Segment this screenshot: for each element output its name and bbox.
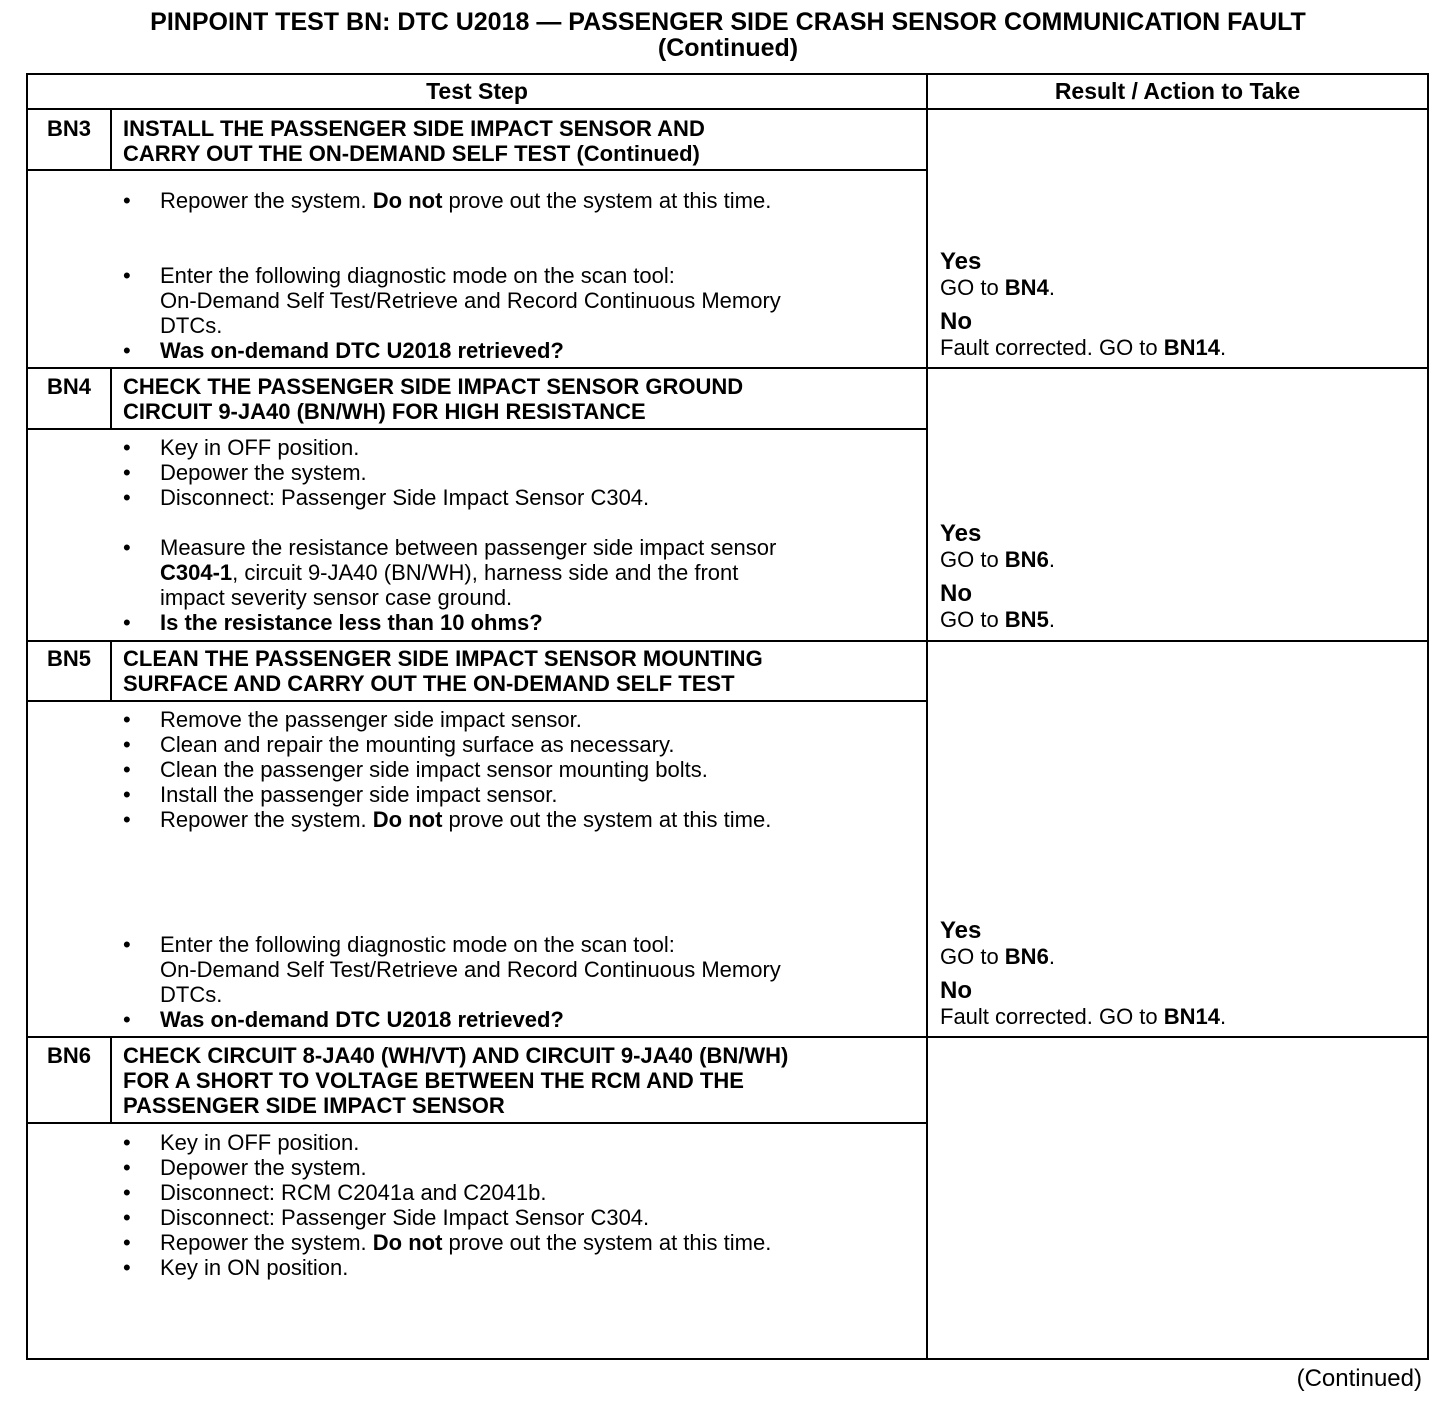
step-title-line: CLEAN THE PASSENGER SIDE IMPACT SENSOR MOUNTING [123,646,763,671]
step-bullet [123,757,918,782]
step-id-divider [110,1036,112,1124]
step-bullet [123,1130,918,1155]
bullet-emphasis: Do not [372,807,443,832]
step-bullet [123,1155,918,1180]
column-header-test-step: Test Step [426,78,528,104]
bullet-text: Disconnect: Passenger Side Impact Sensor C304. [160,1205,650,1230]
row-divider [26,367,1429,369]
bullet-line: impact severity sensor case ground. [160,585,513,610]
bullet-glyph: • [123,1230,131,1255]
bullet-line [160,560,918,585]
step-bullet [123,1180,918,1205]
step-id: BN5 [46,646,91,671]
bullet-glyph: • [123,460,131,485]
bullet-glyph: • [123,338,131,363]
result-step-ref: BN5 [1004,607,1049,632]
bullet-text: Install the passenger side impact sensor. [160,782,558,807]
result-no-label: No [940,308,972,335]
step-id: BN6 [46,1043,91,1068]
bullet-text: Disconnect: RCM C2041a and C2041b. [160,1180,547,1205]
bullet-glyph: • [123,1255,131,1280]
page-subtitle: (Continued) [657,34,799,62]
step-result [940,918,1420,1029]
bullet-text: Key in OFF position. [160,1130,360,1155]
step-title [123,116,913,166]
result-yes-label: Yes [940,520,982,547]
question-text: Was on-demand DTC U2018 retrieved? [160,338,564,363]
bullet-glyph: • [123,610,131,635]
result-no-action: Fault corrected. GO to BN14. [940,1004,1227,1029]
row-divider [26,640,1429,642]
step-bullet [123,1205,918,1230]
result-step-ref: BN14 [1163,1004,1220,1029]
bullet-text: Depower the system. [160,1155,367,1180]
step-title-line: INSTALL THE PASSENGER SIDE IMPACT SENSOR AND [123,116,705,141]
result-action-text: GO to [940,607,1005,632]
bullet-emphasis: Do not [372,1230,443,1255]
result-step-ref: BN14 [1163,335,1220,360]
bullet-text-part: prove out the system at this time. [442,1230,772,1255]
table-border-bottom [26,1358,1429,1360]
bullet-text: Disconnect: Passenger Side Impact Sensor C304. [160,485,650,510]
bullet-line: On-Demand Self Test/Retrieve and Record Continuous Memory [160,957,781,982]
column-divider [926,73,928,1360]
step-title-line: CHECK THE PASSENGER SIDE IMPACT SENSOR GROUND [123,374,744,399]
bullet-glyph: • [123,807,131,832]
result-action-text: GO to [940,547,1005,572]
bullet-glyph: • [123,535,131,560]
step-question [123,1007,918,1032]
bullet-text-part: prove out the system at this time. [442,188,772,213]
step-title-line: SURFACE AND CARRY OUT THE ON-DEMAND SELF TEST [123,671,735,696]
step-question [123,610,918,635]
step-id-divider [110,367,112,430]
step-question [123,338,918,363]
row-divider [26,1036,1429,1038]
result-yes-action: GO to BN6. [940,547,1055,572]
result-yes-action: GO to BN6. [940,944,1055,969]
result-action-text: Fault corrected. GO to [940,335,1164,360]
step-title-divider [26,169,928,171]
bullet-glyph: • [123,435,131,460]
step-title-divider [26,1122,928,1124]
bullet-glyph: • [123,757,131,782]
bullet-text: Remove the passenger side impact sensor. [160,707,582,732]
bullet-glyph: • [123,1155,131,1180]
result-no-action: Fault corrected. GO to BN14. [940,335,1227,360]
step-title-line: FOR A SHORT TO VOLTAGE BETWEEN THE RCM AND THE [123,1068,744,1093]
step-id: BN4 [46,374,91,399]
step-bullet [123,188,918,213]
step-title-line: CIRCUIT 9-JA40 (BN/WH) FOR HIGH RESISTANCE [123,399,646,424]
step-title-divider [26,428,928,430]
connector-pin-ref: C304-1 [160,560,233,585]
bullet-text: Key in ON position. [160,1255,349,1280]
bullet-line: DTCs. [160,982,223,1007]
result-yes-label: Yes [940,917,982,944]
step-bullet [123,435,918,460]
step-bullet [123,535,918,610]
result-action-text: GO to [940,275,1005,300]
result-action-text: GO to [940,944,1005,969]
bullet-text-part: , circuit 9-JA40 (BN/WH), harness side and the front [232,560,739,585]
header-row-divider [26,108,1429,110]
step-title-divider [26,700,928,702]
page-title: PINPOINT TEST BN: DTC U2018 — PASSENGER SIDE CRASH SENSOR COMMUNICATION FAULT [150,8,1306,36]
result-yes-action: GO to BN4. [940,275,1055,300]
footer-continued: (Continued) [1296,1365,1422,1392]
bullet-glyph: • [123,1130,131,1155]
bullet-glyph: • [123,782,131,807]
bullet-text [160,535,918,610]
bullet-line: Enter the following diagnostic mode on the scan tool: [160,932,675,957]
step-title-line: CARRY OUT THE ON-DEMAND SELF TEST (Continued) [123,141,700,166]
result-action-text: Fault corrected. GO to [940,1004,1164,1029]
bullet-line: On-Demand Self Test/Retrieve and Record Continuous Memory [160,288,781,313]
bullet-text-part: prove out the system at this time. [442,807,772,832]
step-id-divider [110,108,112,171]
question-text: Was on-demand DTC U2018 retrieved? [160,1007,564,1032]
step-bullet [123,1255,918,1280]
step-bullet [123,460,918,485]
bullet-line: Measure the resistance between passenger side impact sensor [160,535,777,560]
step-bullet [123,732,918,757]
column-header-result: Result / Action to Take [1054,78,1301,104]
result-step-ref: BN6 [1004,547,1049,572]
step-title-line: PASSENGER SIDE IMPACT SENSOR [123,1093,505,1118]
step-id-divider [110,640,112,702]
bullet-glyph: • [123,1007,131,1032]
result-no-action: GO to BN5. [940,607,1055,632]
step-bullet [123,485,918,510]
step-bullet [123,932,918,1007]
bullet-glyph: • [123,932,131,957]
bullet-text: Key in OFF position. [160,435,360,460]
bullet-text [160,807,918,832]
bullet-text-part: Repower the system. [160,1230,373,1255]
step-bullet [123,707,918,732]
bullet-glyph: • [123,1180,131,1205]
question-text: Is the resistance less than 10 ohms? [160,610,543,635]
step-result [940,249,1420,360]
bullet-glyph: • [123,263,131,288]
bullet-glyph: • [123,1205,131,1230]
result-step-ref: BN6 [1004,944,1049,969]
result-no-label: No [940,977,972,1004]
bullet-text [160,932,918,1007]
table-border-right [1427,73,1429,1360]
bullet-text [160,263,918,338]
result-step-ref: BN4 [1004,275,1049,300]
bullet-emphasis: Do not [372,188,443,213]
bullet-text [160,1230,918,1255]
step-bullet [123,1230,918,1255]
bullet-line: Enter the following diagnostic mode on the scan tool: [160,263,675,288]
step-title [123,646,913,696]
bullet-line: DTCs. [160,313,223,338]
table-border-left [26,73,28,1360]
bullet-text [160,188,918,213]
bullet-glyph: • [123,707,131,732]
bullet-glyph: • [123,188,131,213]
bullet-text: Clean and repair the mounting surface as necessary. [160,732,675,757]
bullet-glyph: • [123,485,131,510]
bullet-text: Clean the passenger side impact sensor mounting bolts. [160,757,708,782]
step-title [123,1043,913,1118]
step-title-line: CHECK CIRCUIT 8-JA40 (WH/VT) AND CIRCUIT 9-JA40 (BN/WH) [123,1043,789,1068]
table-border-top [26,73,1429,75]
bullet-glyph: • [123,732,131,757]
bullet-text: Depower the system. [160,460,367,485]
result-yes-label: Yes [940,248,982,275]
step-id: BN3 [46,116,91,141]
step-bullet [123,807,918,832]
step-bullet [123,263,918,338]
step-bullet [123,782,918,807]
step-title [123,374,913,424]
bullet-text-part: Repower the system. [160,188,373,213]
bullet-text-part: Repower the system. [160,807,373,832]
step-result [940,521,1420,632]
result-no-label: No [940,580,972,607]
